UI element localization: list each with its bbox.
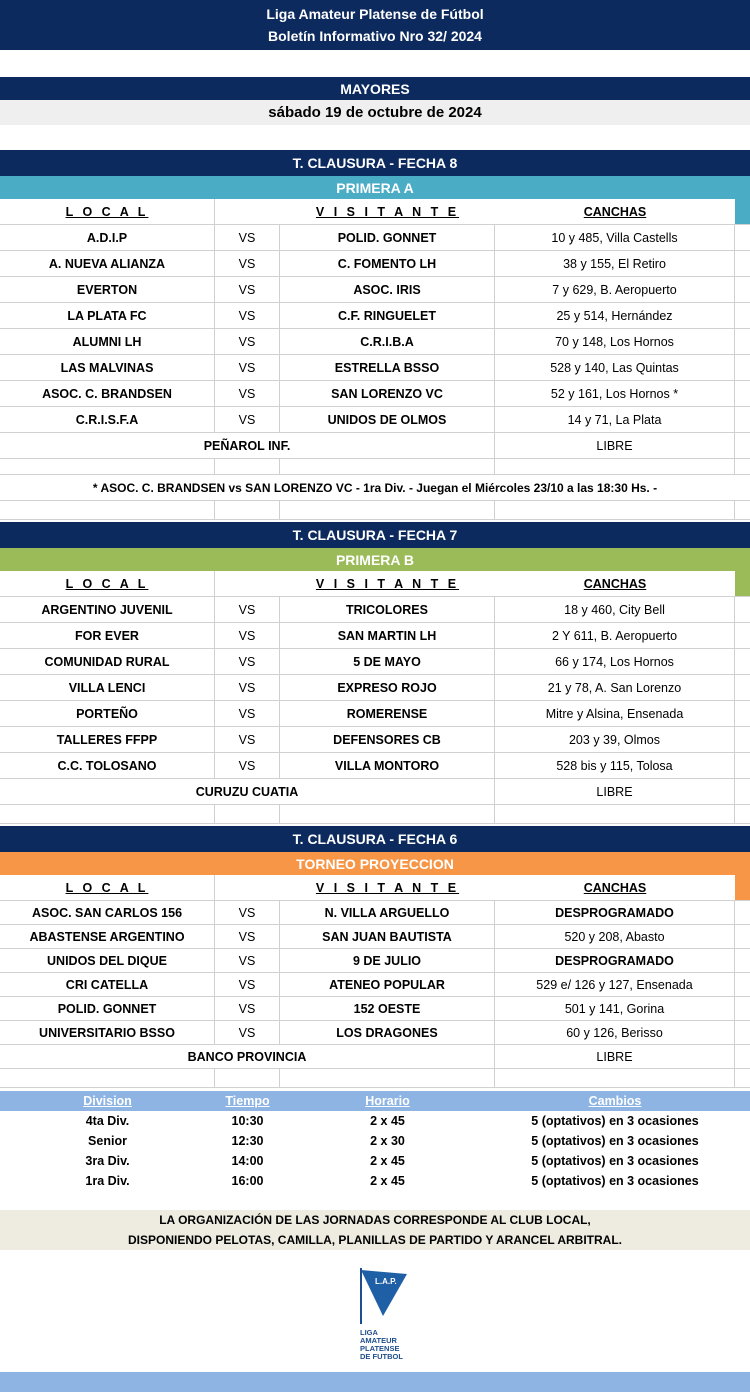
match-visitante: 9 DE JULIO [280, 949, 495, 972]
footer-line-1: LA ORGANIZACIÓN DE LAS JORNADAS CORRESPONDE AL CLUB LOCAL, [159, 1213, 591, 1227]
header-spacer [215, 875, 280, 900]
logo-text: LIGA AMATEUR PLATENSE DE FUTBOL [360, 1328, 403, 1361]
timing-row [0, 1171, 750, 1191]
match-local: UNIDOS DEL DIQUE [0, 949, 215, 972]
match-visitante: POLID. GONNET [280, 225, 495, 250]
match-local: TALLERES FFPP [0, 727, 215, 752]
empty-row [0, 501, 750, 519]
match-local: FOR EVER [0, 623, 215, 648]
match-cancha: 10 y 485, Villa Castells [495, 225, 735, 250]
timing-division: 3ra Div. [85, 1154, 130, 1168]
match-vs: VS [215, 675, 280, 700]
match-vs: VS [215, 623, 280, 648]
match-cancha: 528 y 140, Las Quintas [495, 355, 735, 380]
timing-division: 4ta Div. [85, 1114, 130, 1128]
fixture-table [0, 875, 750, 1088]
date-banner: sábado 19 de octubre de 2024 [0, 100, 750, 125]
match-local: UNIVERSITARIO BSSO [0, 1021, 215, 1044]
timing-cambios: 5 (optativos) en 3 ocasiones [531, 1134, 699, 1148]
match-local: VILLA LENCI [0, 675, 215, 700]
timing-cambios: 5 (optativos) en 3 ocasiones [531, 1174, 699, 1188]
timing-header-division: Division [83, 1094, 132, 1108]
match-row [0, 381, 750, 407]
match-row [0, 701, 750, 727]
empty-row [0, 1069, 750, 1087]
league-title: Liga Amateur Platense de Fútbol [266, 6, 484, 22]
match-local: C.R.I.S.F.A [0, 407, 215, 432]
match-visitante: SAN LORENZO VC [280, 381, 495, 406]
timing-tiempo: 12:30 [231, 1134, 264, 1148]
empty-row [0, 459, 750, 475]
match-cancha: 501 y 141, Gorina [495, 997, 735, 1020]
match-local: ALUMNI LH [0, 329, 215, 354]
match-cancha: Mitre y Alsina, Ensenada [495, 701, 735, 726]
league-logo [355, 1266, 425, 1366]
tournament-title: T. CLAUSURA - FECHA 7 [0, 522, 750, 548]
match-cancha: 25 y 514, Hernández [495, 303, 735, 328]
match-local: POLID. GONNET [0, 997, 215, 1020]
timing-horario: 2 x 45 [370, 1154, 405, 1168]
match-cancha: 529 e/ 126 y 127, Ensenada [495, 973, 735, 996]
match-row [0, 355, 750, 381]
match-row [0, 225, 750, 251]
match-note: * ASOC. C. BRANDSEN vs SAN LORENZO VC - 1ra Div. - Juegan el Miércoles 23/10 a las 18:30 Hs. - [92, 480, 658, 495]
match-vs: VS [215, 407, 280, 432]
match-row [0, 329, 750, 355]
match-visitante: C.F. RINGUELET [280, 303, 495, 328]
note-row [0, 475, 750, 501]
match-local: ASOC. C. BRANDSEN [0, 381, 215, 406]
header-tab [735, 875, 750, 900]
match-visitante: ROMERENSE [280, 701, 495, 726]
match-row [0, 753, 750, 779]
match-local: A.D.I.P [0, 225, 215, 250]
timing-tiempo: 16:00 [231, 1174, 264, 1188]
header-visitante: V I S I T A N T E [315, 204, 460, 219]
match-row [0, 901, 750, 925]
timing-header-tiempo: Tiempo [225, 1094, 270, 1108]
timing-cambios: 5 (optativos) en 3 ocasiones [531, 1114, 699, 1128]
match-visitante: C.R.I.B.A [280, 329, 495, 354]
header-canchas: CANCHAS [583, 204, 647, 219]
match-cancha: 21 y 78, A. San Lorenzo [495, 675, 735, 700]
league-header [0, 0, 750, 50]
match-row [0, 675, 750, 701]
match-vs: VS [215, 649, 280, 674]
match-row [0, 925, 750, 949]
timing-tiempo: 14:00 [231, 1154, 264, 1168]
match-row [0, 303, 750, 329]
timing-header-horario: Horario [365, 1094, 410, 1108]
match-vs: VS [215, 753, 280, 778]
match-cancha: DESPROGRAMADO [495, 901, 735, 924]
match-row [0, 997, 750, 1021]
match-local: EVERTON [0, 277, 215, 302]
match-row [0, 1021, 750, 1045]
timing-tiempo: 10:30 [231, 1114, 264, 1128]
header-tab [735, 199, 750, 224]
match-vs: VS [215, 277, 280, 302]
match-vs: VS [215, 727, 280, 752]
header-local: L O C A L [0, 571, 215, 596]
match-local: ABASTENSE ARGENTINO [0, 925, 215, 948]
match-visitante: DEFENSORES CB [280, 727, 495, 752]
timing-division: Senior [88, 1134, 127, 1148]
match-local: CRI CATELLA [0, 973, 215, 996]
category-banner: MAYORES [0, 77, 750, 100]
match-vs: VS [215, 949, 280, 972]
match-row [0, 277, 750, 303]
bye-label: LIBRE [495, 1045, 735, 1068]
match-local: C.C. TOLOSANO [0, 753, 215, 778]
match-cancha: 18 y 460, City Bell [495, 597, 735, 622]
match-cancha: 2 Y 611, B. Aeropuerto [495, 623, 735, 648]
match-row [0, 251, 750, 277]
match-visitante: 152 OESTE [280, 997, 495, 1020]
empty-row [0, 805, 750, 823]
match-visitante: ASOC. IRIS [280, 277, 495, 302]
match-visitante: ATENEO POPULAR [280, 973, 495, 996]
header-canchas: CANCHAS [583, 576, 647, 591]
match-row [0, 973, 750, 997]
timing-row [0, 1151, 750, 1171]
bye-team: CURUZU CUATIA [0, 779, 495, 804]
bye-team: BANCO PROVINCIA [0, 1045, 495, 1068]
match-visitante: SAN JUAN BAUTISTA [280, 925, 495, 948]
match-visitante: LOS DRAGONES [280, 1021, 495, 1044]
division-title: TORNEO PROYECCION [0, 852, 750, 875]
header-visitante: V I S I T A N T E [315, 880, 460, 895]
timing-cambios: 5 (optativos) en 3 ocasiones [531, 1154, 699, 1168]
match-local: COMUNIDAD RURAL [0, 649, 215, 674]
match-vs: VS [215, 701, 280, 726]
match-visitante: ESTRELLA BSSO [280, 355, 495, 380]
bye-team: PEÑAROL INF. [0, 433, 495, 458]
header-tab [735, 571, 750, 596]
match-vs: VS [215, 225, 280, 250]
match-visitante: UNIDOS DE OLMOS [280, 407, 495, 432]
fixture-table [0, 571, 750, 824]
bye-label: LIBRE [495, 433, 735, 458]
match-local: ASOC. SAN CARLOS 156 [0, 901, 215, 924]
timing-horario: 2 x 45 [370, 1114, 405, 1128]
match-local: LA PLATA FC [0, 303, 215, 328]
match-row [0, 623, 750, 649]
match-vs: VS [215, 597, 280, 622]
match-visitante: VILLA MONTORO [280, 753, 495, 778]
match-cancha: 528 bis y 115, Tolosa [495, 753, 735, 778]
bye-row [0, 433, 750, 459]
match-vs: VS [215, 329, 280, 354]
match-cancha: 520 y 208, Abasto [495, 925, 735, 948]
match-row [0, 649, 750, 675]
header-local: L O C A L [0, 875, 215, 900]
timing-horario: 2 x 45 [370, 1174, 405, 1188]
match-vs: VS [215, 901, 280, 924]
division-title: PRIMERA B [0, 548, 750, 571]
bye-row [0, 779, 750, 805]
match-local: A. NUEVA ALIANZA [0, 251, 215, 276]
match-visitante: TRICOLORES [280, 597, 495, 622]
match-local: ARGENTINO JUVENIL [0, 597, 215, 622]
tournament-title: T. CLAUSURA - FECHA 6 [0, 826, 750, 852]
match-row [0, 407, 750, 433]
match-cancha: 66 y 174, Los Hornos [495, 649, 735, 674]
timing-table [0, 1091, 750, 1191]
match-vs: VS [215, 303, 280, 328]
timing-division: 1ra Div. [85, 1174, 130, 1188]
match-vs: VS [215, 925, 280, 948]
match-vs: VS [215, 355, 280, 380]
bottom-strip [0, 1372, 750, 1392]
match-cancha: 203 y 39, Olmos [495, 727, 735, 752]
match-row [0, 727, 750, 753]
match-visitante: C. FOMENTO LH [280, 251, 495, 276]
timing-header-cambios: Cambios [588, 1094, 642, 1108]
match-cancha: 70 y 148, Los Hornos [495, 329, 735, 354]
match-visitante: SAN MARTIN LH [280, 623, 495, 648]
bye-label: LIBRE [495, 779, 735, 804]
match-vs: VS [215, 973, 280, 996]
match-cancha: 38 y 155, El Retiro [495, 251, 735, 276]
match-vs: VS [215, 997, 280, 1020]
bye-row [0, 1045, 750, 1069]
match-vs: VS [215, 381, 280, 406]
fixture-header-row [0, 875, 750, 901]
match-cancha: 52 y 161, Los Hornos * [495, 381, 735, 406]
match-vs: VS [215, 1021, 280, 1044]
timing-horario: 2 x 30 [370, 1134, 405, 1148]
match-visitante: EXPRESO ROJO [280, 675, 495, 700]
fixture-table [0, 199, 750, 520]
header-spacer [215, 199, 280, 224]
match-local: LAS MALVINAS [0, 355, 215, 380]
match-cancha: 14 y 71, La Plata [495, 407, 735, 432]
footer-line-2: DISPONIENDO PELOTAS, CAMILLA, PLANILLAS DE PARTIDO Y ARANCEL ARBITRAL. [127, 1233, 622, 1247]
header-local: L O C A L [0, 199, 215, 224]
division-title: PRIMERA A [0, 176, 750, 199]
match-visitante: 5 DE MAYO [280, 649, 495, 674]
timing-header [0, 1091, 750, 1111]
bulletin-title: Boletín Informativo Nro 32/ 2024 [268, 28, 482, 44]
match-vs: VS [215, 251, 280, 276]
match-visitante: N. VILLA ARGUELLO [280, 901, 495, 924]
match-cancha: DESPROGRAMADO [495, 949, 735, 972]
fixture-header-row [0, 199, 750, 225]
match-cancha: 7 y 629, B. Aeropuerto [495, 277, 735, 302]
flag-text: L.A.P. [375, 1277, 397, 1286]
match-local: PORTEÑO [0, 701, 215, 726]
header-canchas: CANCHAS [583, 880, 647, 895]
match-cancha: 60 y 126, Berisso [495, 1021, 735, 1044]
match-row [0, 949, 750, 973]
timing-row [0, 1131, 750, 1151]
header-spacer [215, 571, 280, 596]
tournament-title: T. CLAUSURA - FECHA 8 [0, 150, 750, 176]
timing-row [0, 1111, 750, 1131]
flag-icon [355, 1266, 425, 1326]
match-row [0, 597, 750, 623]
fixture-header-row [0, 571, 750, 597]
footer-note [0, 1210, 750, 1250]
header-visitante: V I S I T A N T E [315, 576, 460, 591]
